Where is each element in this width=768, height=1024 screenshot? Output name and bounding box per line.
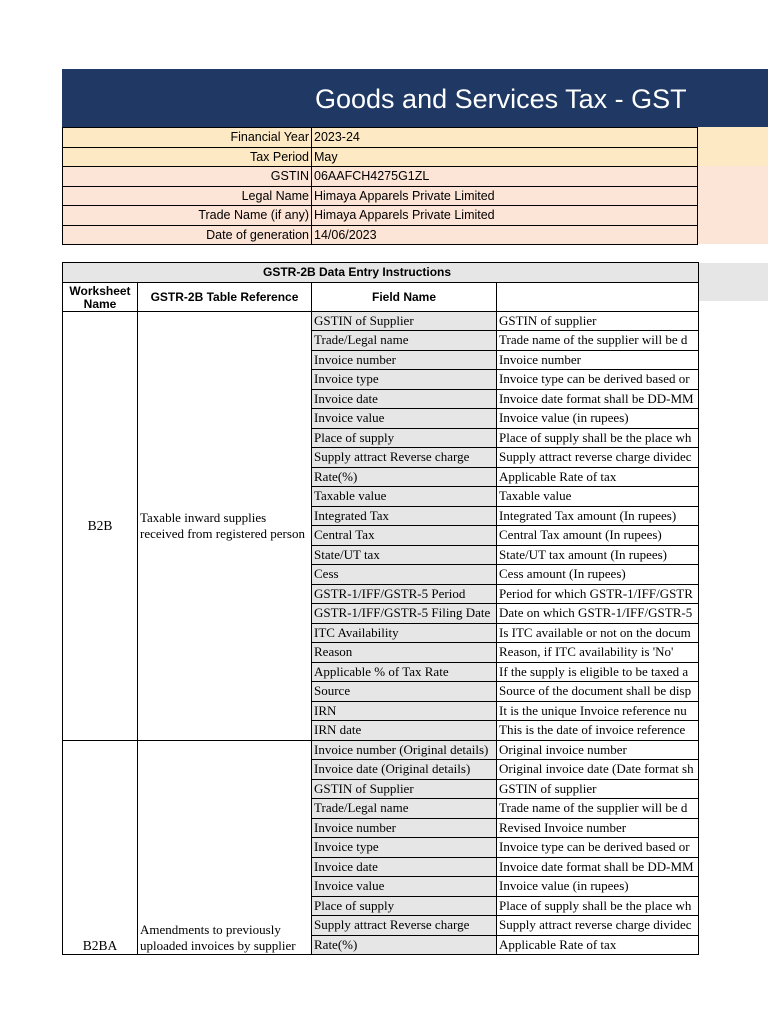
field-name: Supply attract Reverse charge [312, 916, 497, 936]
meta-row [63, 225, 698, 245]
col-header-field: Field Name [312, 282, 497, 311]
meta-value[interactable]: 14/06/2023 [312, 225, 698, 245]
table-row [63, 311, 699, 331]
field-description: Is ITC available or not on the docum [497, 623, 699, 643]
field-name: Trade/Legal name [312, 331, 497, 351]
field-name: Invoice type [312, 370, 497, 390]
meta-fill-extension [698, 127, 768, 166]
field-name: GSTR-1/IFF/GSTR-5 Filing Date [312, 604, 497, 624]
field-name: Trade/Legal name [312, 799, 497, 819]
field-name: Reason [312, 643, 497, 663]
sheet-header [62, 69, 698, 245]
meta-label: Trade Name (if any) [63, 206, 312, 226]
field-description: This is the date of invoice reference [497, 721, 699, 741]
meta-row [63, 128, 698, 148]
field-name: Invoice number [312, 350, 497, 370]
meta-value[interactable]: 06AAFCH4275G1ZL [312, 167, 698, 187]
field-description: Invoice value (in rupees) [497, 409, 699, 429]
field-name: GSTIN of Supplier [312, 779, 497, 799]
field-name: Cess [312, 565, 497, 585]
instructions-body [63, 311, 699, 955]
field-description: Taxable value [497, 487, 699, 507]
field-name: Invoice date (Original details) [312, 760, 497, 780]
field-description: Invoice number [497, 350, 699, 370]
field-description: Source of the document shall be disp [497, 682, 699, 702]
col-header-reference: GSTR-2B Table Reference [138, 282, 312, 311]
meta-label: Legal Name [63, 186, 312, 206]
meta-label: Tax Period [63, 147, 312, 167]
field-description: Reason, if ITC availability is 'No' [497, 643, 699, 663]
field-name: Source [312, 682, 497, 702]
meta-row [63, 147, 698, 167]
col-header-worksheet: Worksheet Name [63, 282, 138, 311]
field-description: Period for which GSTR-1/IFF/GSTR [497, 584, 699, 604]
field-description: Date on which GSTR-1/IFF/GSTR-5 [497, 604, 699, 624]
field-description: It is the unique Invoice reference nu [497, 701, 699, 721]
instructions-heading-row [63, 263, 699, 283]
field-description: Trade name of the supplier will be d [497, 799, 699, 819]
meta-fill-extension [698, 166, 768, 244]
page-title: Goods and Services Tax - GST [62, 69, 698, 127]
field-description: Invoice value (in rupees) [497, 877, 699, 897]
field-description: Cess amount (In rupees) [497, 565, 699, 585]
field-name: GSTIN of Supplier [312, 311, 497, 331]
field-name: Invoice number (Original details) [312, 740, 497, 760]
header-fill-extension [698, 263, 768, 301]
field-description: Invoice type can be derived based or [497, 838, 699, 858]
instructions-heading: GSTR-2B Data Entry Instructions [63, 263, 699, 283]
col-header-description [497, 282, 699, 311]
field-description: GSTIN of supplier [497, 311, 699, 331]
meta-value[interactable]: 2023-24 [312, 128, 698, 148]
field-description: Applicable Rate of tax [497, 467, 699, 487]
meta-value[interactable]: May [312, 147, 698, 167]
column-header-row [63, 282, 699, 311]
field-name: Taxable value [312, 487, 497, 507]
field-description: Place of supply shall be the place wh [497, 896, 699, 916]
field-description: State/UT tax amount (In rupees) [497, 545, 699, 565]
field-description: Invoice type can be derived based or [497, 370, 699, 390]
meta-table [62, 127, 698, 245]
field-name: ITC Availability [312, 623, 497, 643]
field-name: Supply attract Reverse charge [312, 448, 497, 468]
field-name: Invoice type [312, 838, 497, 858]
field-name: Rate(%) [312, 467, 497, 487]
title-bar-extension [698, 69, 768, 127]
field-name: Invoice value [312, 877, 497, 897]
field-description: Place of supply shall be the place wh [497, 428, 699, 448]
field-name: IRN [312, 701, 497, 721]
field-name: Place of supply [312, 896, 497, 916]
field-description: Applicable Rate of tax [497, 935, 699, 955]
field-description: Supply attract reverse charge dividec [497, 448, 699, 468]
field-description: Central Tax amount (In rupees) [497, 526, 699, 546]
field-name: Invoice date [312, 857, 497, 877]
meta-row [63, 186, 698, 206]
field-description: If the supply is eligible to be taxed a [497, 662, 699, 682]
meta-label: GSTIN [63, 167, 312, 187]
table-reference: Amendments to previously uploaded invoices by supplier [138, 740, 312, 955]
meta-row [63, 167, 698, 187]
field-name: IRN date [312, 721, 497, 741]
field-name: Integrated Tax [312, 506, 497, 526]
meta-value[interactable]: Himaya Apparels Private Limited [312, 186, 698, 206]
field-name: State/UT tax [312, 545, 497, 565]
field-description: GSTIN of supplier [497, 779, 699, 799]
table-row [63, 740, 699, 760]
field-name: Invoice number [312, 818, 497, 838]
meta-label: Financial Year [63, 128, 312, 148]
field-name: Applicable % of Tax Rate [312, 662, 497, 682]
field-name: Invoice date [312, 389, 497, 409]
field-name: Invoice value [312, 409, 497, 429]
field-description: Trade name of the supplier will be d [497, 331, 699, 351]
meta-row [63, 206, 698, 226]
field-description: Supply attract reverse charge dividec [497, 916, 699, 936]
field-name: Place of supply [312, 428, 497, 448]
field-description: Original invoice date (Date format sh [497, 760, 699, 780]
field-description: Integrated Tax amount (In rupees) [497, 506, 699, 526]
field-description: Revised Invoice number [497, 818, 699, 838]
field-name: GSTR-1/IFF/GSTR-5 Period [312, 584, 497, 604]
meta-label: Date of generation [63, 225, 312, 245]
worksheet-name: B2BA [63, 740, 138, 955]
worksheet-name: B2B [63, 311, 138, 740]
field-description: Original invoice number [497, 740, 699, 760]
instructions-table [62, 262, 699, 955]
field-name: Central Tax [312, 526, 497, 546]
meta-value[interactable]: Himaya Apparels Private Limited [312, 206, 698, 226]
field-description: Invoice date format shall be DD-MM [497, 389, 699, 409]
field-description: Invoice date format shall be DD-MM [497, 857, 699, 877]
field-name: Rate(%) [312, 935, 497, 955]
table-reference: Taxable inward supplies received from registered person [138, 311, 312, 740]
